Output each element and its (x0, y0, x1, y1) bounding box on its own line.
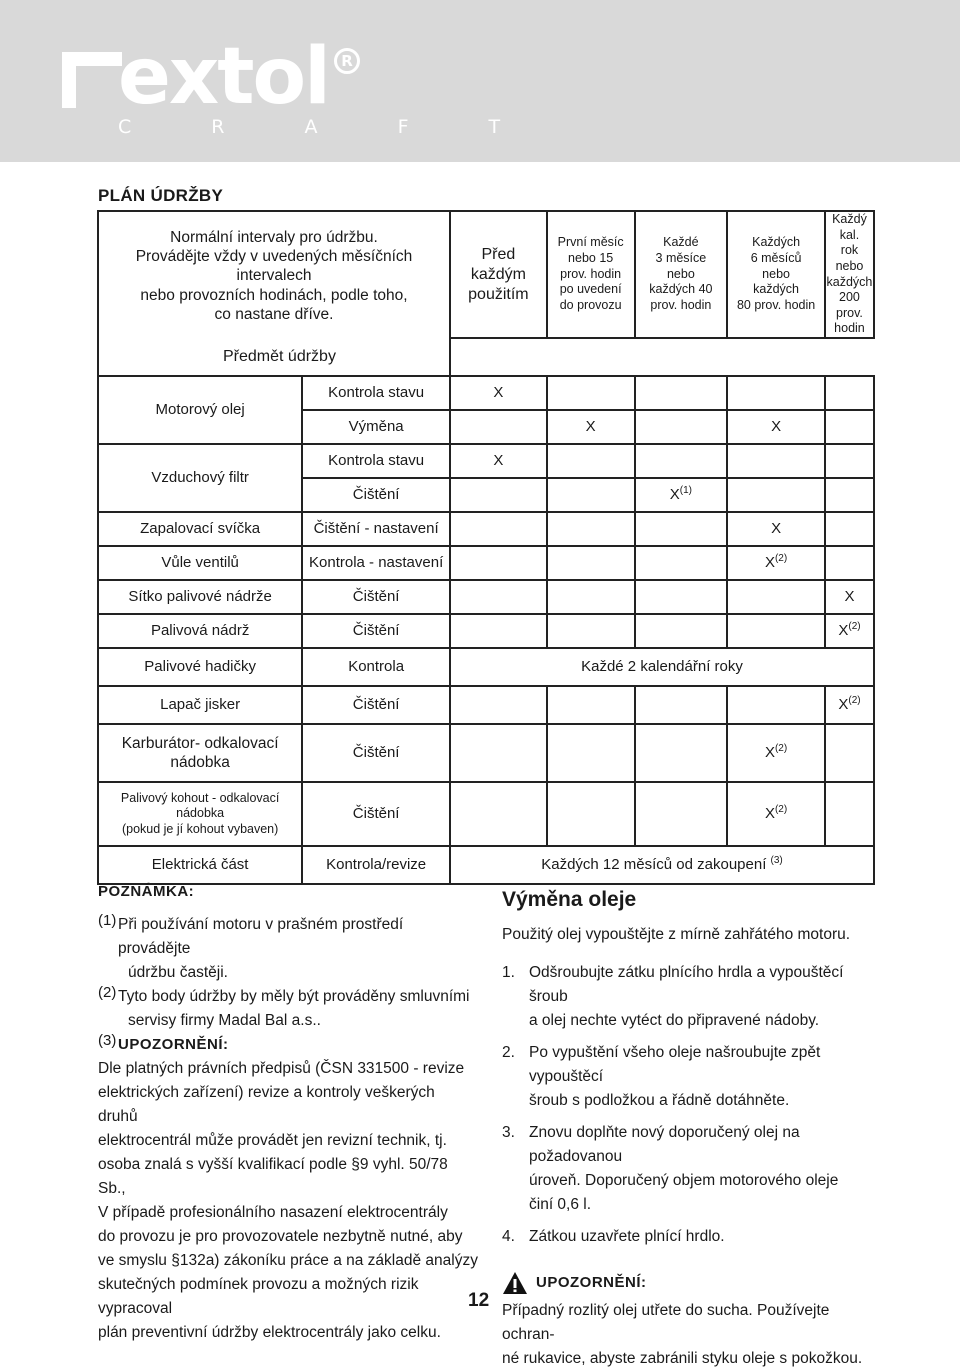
row-label-air-filter: Vzduchový filtr (98, 444, 302, 512)
brand-logo: extol (118, 32, 329, 122)
table-row (98, 648, 874, 686)
list-item: 4. Zátkou uzavřete plnící hrdlo. (502, 1227, 725, 1245)
col-every-year: Každý kal. rok nebo každých 200 prov. hodin (825, 211, 874, 338)
note-1: (1) Při používání motoru v prašném prostředí provádějte údržbu častěji. (98, 912, 404, 982)
section-title: PLÁN ÚDRŽBY (98, 186, 224, 205)
col-first-month: První měsíc nebo 15 prov. hodin po uvedení do provozu (547, 211, 635, 338)
oil-warning-header (502, 1271, 882, 1295)
subject-label: Předmět údržby (98, 338, 450, 376)
table-row (98, 614, 874, 648)
row-label-fuel-cock: Palivový kohout - odkalovací nádobka (pokud je jí kohout vybaven) (98, 782, 302, 846)
mark-cell: X (547, 410, 635, 444)
mark-cell: $X^{(2)}$ (727, 546, 825, 580)
mark-cell: X (825, 580, 874, 614)
oil-warning-text: Případný rozlitý olej utřete do sucha. Používejte ochran- né rukavice, abyste zabránili styku oleje s pokožkou. (502, 1301, 863, 1367)
list-item: 3. Znovu doplňte nový doporučený olej na požadovanou úroveň. Doporučený objem motorového oleje činí 0,6 l. (502, 1123, 839, 1213)
intro-cell: Normální intervaly pro údržbu. Provádějte vždy v uvedených měsíčních intervalech nebo provozních hodinách, podle toho, co nastane dříve. (98, 211, 450, 338)
action-cell: Čištění (302, 782, 450, 846)
row-label-valve-clearance: Vůle ventilů (98, 546, 302, 580)
table-row (98, 376, 874, 410)
table-row (98, 724, 874, 782)
row-label-fuel-tank: Palivová nádrž (98, 614, 302, 648)
action-cell: Kontrola stavu (302, 444, 450, 478)
page-number: 12 (468, 1290, 490, 1311)
action-cell: Kontrola/revize (302, 846, 450, 884)
row-label-spark-plug: Zapalovací svíčka (98, 512, 302, 546)
mark-cell: X (450, 376, 547, 410)
note-2: (2) Tyto body údržby by měly být prováděny smluvními servisy firmy Madal Bal a.s.. (98, 984, 470, 1030)
action-cell: Čištění - nastavení (302, 512, 450, 546)
oil-change-section (502, 884, 882, 1371)
maintenance-table (97, 210, 875, 885)
mark-cell: $X^{(2)}$ (825, 686, 874, 724)
note-3-warning: UPOZORNĚNÍ: (118, 1036, 229, 1054)
notes-title: POZNÁMKA: (98, 883, 195, 900)
mark-cell: $X^{(2)}$ (825, 614, 874, 648)
row-label-spark-arrester: Lapač jisker (98, 686, 302, 724)
table-row (98, 846, 874, 884)
action-cell: Výměna (302, 410, 450, 444)
col-before-each-use: Před každým použitím (450, 211, 547, 338)
col-every-6-months: Každých 6 měsíců nebo každých 80 prov. hodin (727, 211, 825, 338)
notes-section (98, 880, 478, 1345)
row-label-carburetor: Karburátor- odkalovací nádobka (98, 724, 302, 782)
mark-cell: $X^{(2)}$ (727, 724, 825, 782)
row-label-electrical: Elektrická část (98, 846, 302, 884)
action-cell: Čištění (302, 614, 450, 648)
row-label-fuel-hoses: Palivové hadičky (98, 648, 302, 686)
oil-change-intro: Použitý olej vypouštějte z mírně zahřátého motoru. (502, 925, 851, 943)
table-header-row (98, 211, 874, 338)
col-every-3-months: Každé 3 měsíce nebo každých 40 prov. hodin (635, 211, 728, 338)
interval-every-2-years: Každé 2 kalendářní roky (450, 648, 874, 686)
table-row (98, 444, 874, 478)
note-3-text: Dle platných právních předpisů (ČSN 331500 - revize elektrických zařízení) revize a kontroly veškerých druhů elektrocentrál může provádět jen revizní technik, tj. osoba znalá s vyšší kvalifikací podle §9 vyhl. 50/78 Sb., V případě profesionálního nasazení elektrocentrály do provozu je pro provozovatele nezbytně nutné, aby ve smyslu §132a) zákoníku práce a na základě analýzy skutečných podmínek provozu a možných rizik vypracoval plán preventivní údržby elektrocentrály jako celku. (98, 1059, 478, 1341)
registered-mark: R (334, 48, 360, 74)
mark-cell: X (727, 410, 825, 444)
action-cell: Čištění (302, 686, 450, 724)
action-cell: Kontrola (302, 648, 450, 686)
mark-cell: X (450, 444, 547, 478)
action-cell: Čištění (302, 580, 450, 614)
note-3: (3) UPOZORNĚNÍ: (98, 1033, 478, 1056)
mark-cell: X (727, 512, 825, 546)
table-row (98, 512, 874, 546)
oil-warning-title: UPOZORNĚNÍ: (536, 1274, 647, 1292)
mark-cell: $X^{(1)}$ (635, 478, 728, 512)
logo-e-stem (62, 52, 76, 108)
action-cell: Kontrola stavu (302, 376, 450, 410)
table-row (98, 580, 874, 614)
table-row (98, 686, 874, 724)
header-band (0, 0, 960, 162)
interval-every-12-months: Každých 12 měsíců od zakoupení $^{(3)}$ (450, 846, 874, 884)
action-cell: Kontrola - nastavení (302, 546, 450, 580)
row-label-fuel-strainer: Sítko palivové nádrže (98, 580, 302, 614)
row-label-motor-oil: Motorový olej (98, 376, 302, 444)
list-item: 1. Odšroubujte zátku plnícího hrdla a vypouštěcí šroub a olej nechte vytéct do připravené nádoby. (502, 963, 844, 1029)
action-cell: Čištění (302, 478, 450, 512)
warning-icon (502, 1271, 528, 1295)
list-item: 2. Po vypuštění všeho oleje našroubujte zpět vypouštěcí šroub s podložkou a řádně dotáhněte. (502, 1043, 821, 1109)
action-cell: Čištění (302, 724, 450, 782)
table-row (98, 782, 874, 846)
table-row (98, 546, 874, 580)
mark-cell: $X^{(2)}$ (727, 782, 825, 846)
oil-change-title: Výměna oleje (502, 888, 637, 911)
subject-row (98, 338, 874, 376)
brand-subtitle: C R A F T (118, 116, 538, 138)
